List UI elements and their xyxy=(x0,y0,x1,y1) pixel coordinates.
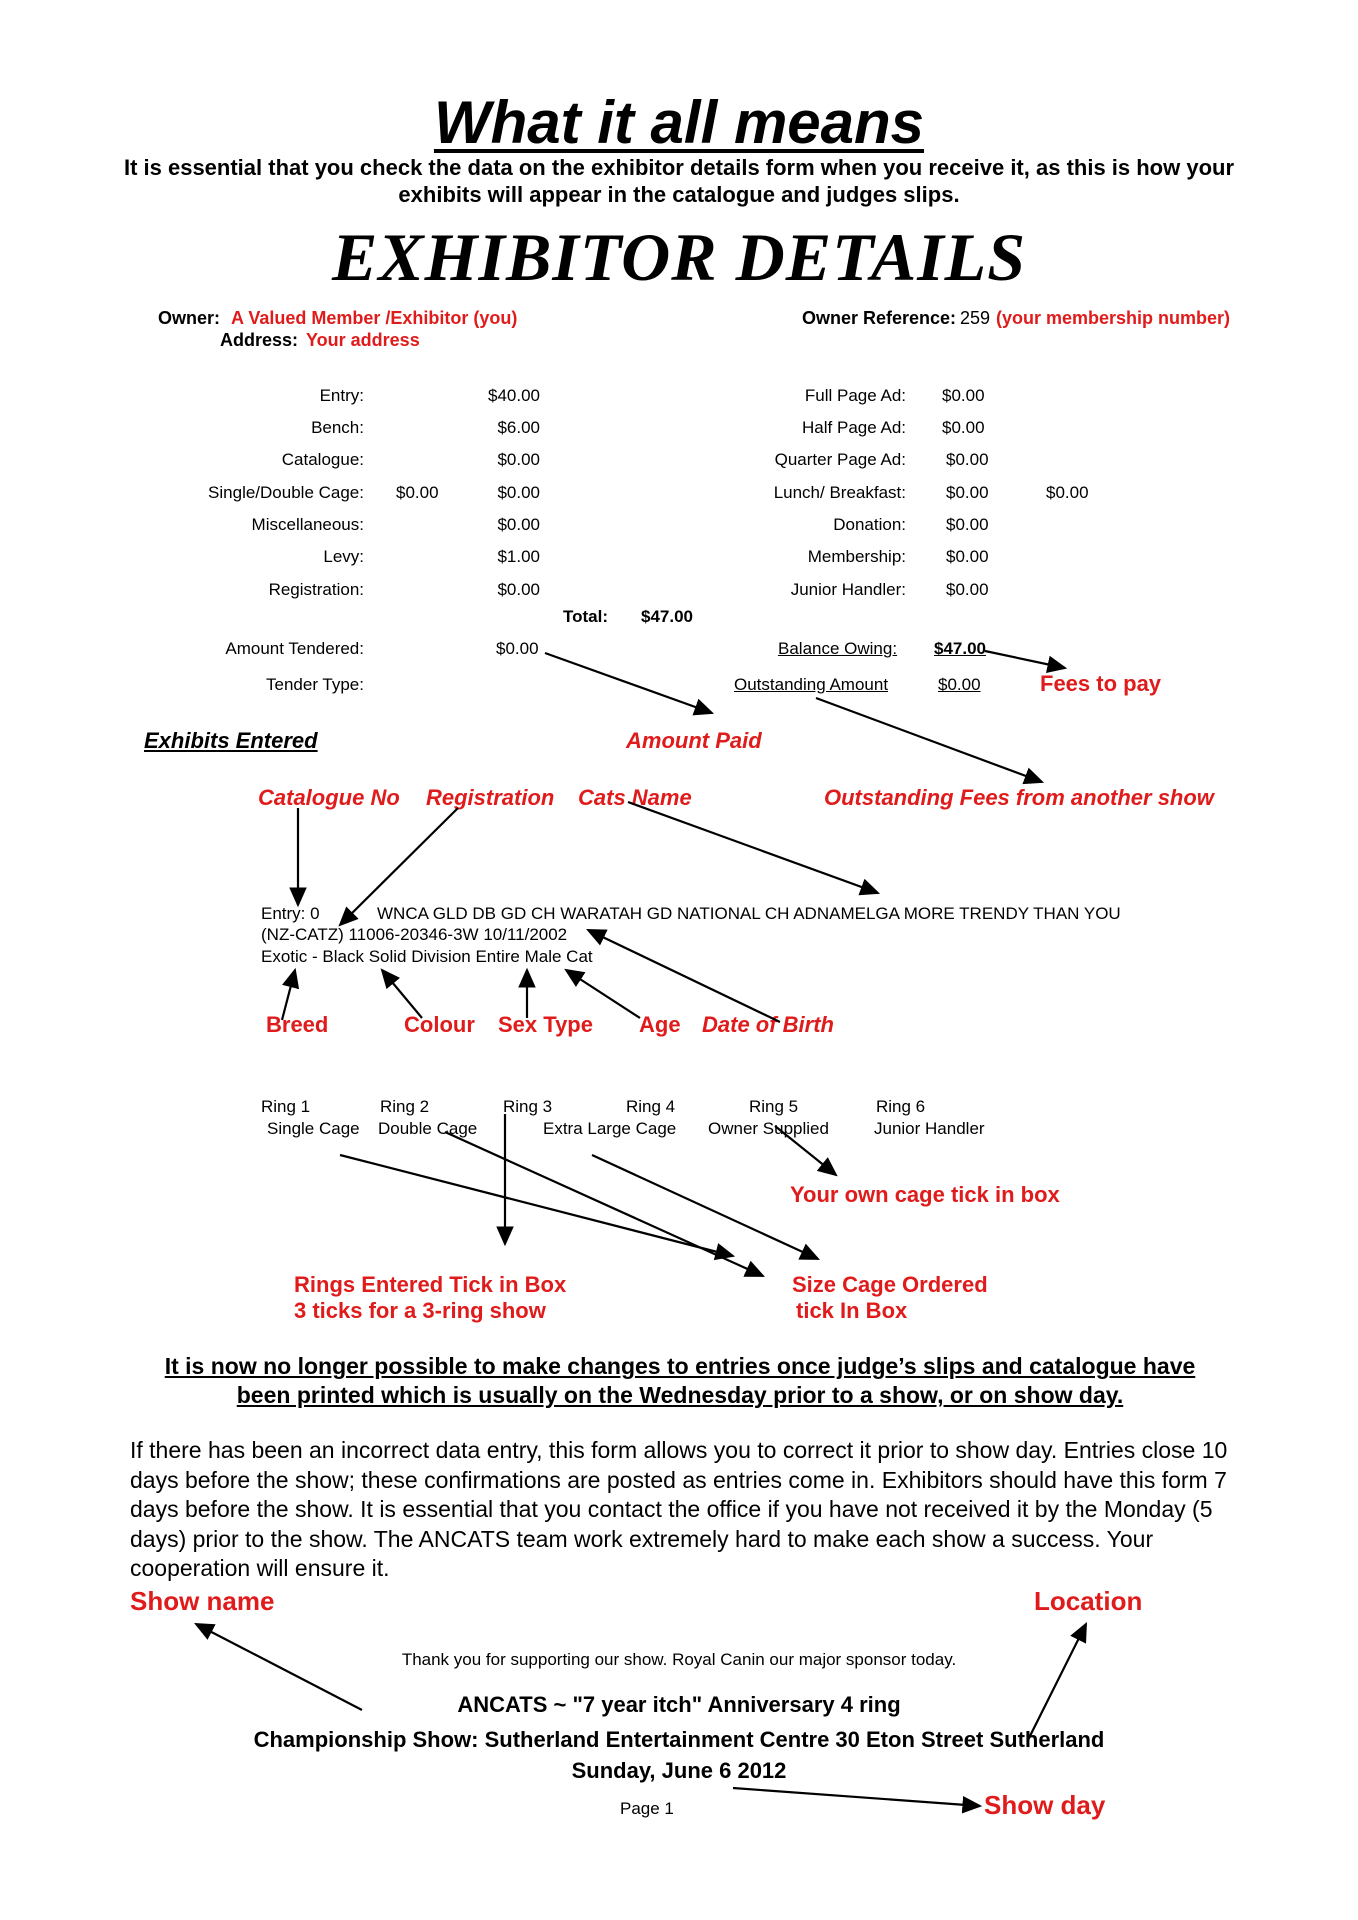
outstanding-amount-label: Outstanding Amount xyxy=(734,675,889,694)
arrow-amount-paid xyxy=(545,653,712,713)
registration-label: Registration xyxy=(426,785,555,810)
ring-label: Ring 3 xyxy=(503,1097,553,1116)
outstanding-fees-label: Outstanding Fees from another show xyxy=(824,785,1214,810)
ring-label: Ring 5 xyxy=(749,1097,799,1116)
entry-registration: (NZ-CATZ) 11006-20346-3W 10/11/2002 xyxy=(261,925,568,944)
show-day-label: Show day xyxy=(984,1790,1106,1820)
owner-value: A Valued Member /Exhibitor (you) xyxy=(231,308,518,328)
fee-value: $6.00 xyxy=(497,418,540,437)
arrow-date-of-birth xyxy=(588,930,780,1022)
intro-text: It is essential that you check the data on the exhibitor details form when you receive it, as this is how your exhibits will appear in the catalogue and judges slips. xyxy=(123,155,1235,207)
arrow-size-cage-single xyxy=(340,1155,733,1256)
fee-label: Half Page Ad: xyxy=(802,418,906,437)
fees-to-pay-label: Fees to pay xyxy=(1040,671,1162,696)
fee-label: Levy: xyxy=(323,547,364,566)
owner-reference-note: (your membership number) xyxy=(996,308,1231,328)
cage-label: Owner Supplied xyxy=(708,1119,829,1138)
fee-value: $0.00 xyxy=(942,386,985,405)
entry-breed: Exotic - Black Solid Division Entire Male Cat xyxy=(261,947,593,966)
fee-label: Membership: xyxy=(807,547,906,566)
fee-extra: $0.00 xyxy=(1046,483,1089,502)
fee-label: Entry: xyxy=(319,386,364,405)
fee-value: $0.00 xyxy=(946,580,989,599)
balance-owing-value: $47.00 xyxy=(934,639,986,658)
rings-entered-sublabel: 3 ticks for a 3-ring show xyxy=(294,1298,546,1323)
sex-type-label: Sex Type xyxy=(498,1012,593,1037)
ring-label: Ring 2 xyxy=(380,1097,430,1116)
ring-label: Ring 6 xyxy=(876,1097,926,1116)
ring-label: Ring 4 xyxy=(626,1097,676,1116)
fee-value: $0.00 xyxy=(946,483,989,502)
breed-label: Breed xyxy=(266,1012,329,1037)
amount-tendered-label: Amount Tendered: xyxy=(225,639,364,658)
fee-value: $0.00 xyxy=(942,418,985,437)
arrow-age xyxy=(566,970,640,1018)
rings-entered-label: Rings Entered Tick in Box xyxy=(294,1272,567,1297)
catalogue-no-label: Catalogue No xyxy=(258,785,400,810)
fee-value: $40.00 xyxy=(488,386,540,405)
fee-label: Bench: xyxy=(311,418,364,437)
fee-value: $0.00 xyxy=(946,547,989,566)
total-label: Total: xyxy=(563,607,609,626)
amount-tendered-value: $0.00 xyxy=(496,639,539,658)
arrow-outstanding-fees xyxy=(816,698,1042,782)
page-title: What it all means xyxy=(433,89,925,156)
info-paragraph: If there has been an incorrect data entry, this form allows you to correct it prior to show day. Entries close 10 days before the show; these confirmations are posted as entries come in. Exhibitors should have this form 7 days before the show. It is essential that you contact the office if you have not received it by the Monday (5 days) prior to the show. The ANCATS team work extremely hard to make each show a success. Your cooperation will ensure it. xyxy=(130,1437,1228,1581)
arrow-fees-to-pay xyxy=(985,651,1065,668)
colour-label: Colour xyxy=(404,1012,475,1037)
fee-label: Miscellaneous: xyxy=(251,515,364,534)
changes-notice: It is now no longer possible to make changes to entries once judge’s slips and catalogue have been printed which is usually on the Wednesday prior to a show, or on show day. xyxy=(164,1353,1196,1408)
balance-owing-label: Balance Owing: xyxy=(778,639,898,658)
owner-reference-label: Owner Reference: xyxy=(802,308,957,328)
owner-label: Owner: xyxy=(158,308,221,328)
own-cage-label: Your own cage tick in box xyxy=(790,1182,1060,1207)
location-label: Location xyxy=(1034,1586,1143,1616)
fee-extra: $0.00 xyxy=(396,483,439,502)
entry-cat-name: WNCA GLD DB GD CH WARATAH GD NATIONAL CH ADNAMELGA MORE TRENDY THAN YOU xyxy=(377,904,1121,923)
amount-paid-label: Amount Paid xyxy=(626,728,762,753)
address-value: Your address xyxy=(306,330,420,350)
outstanding-amount-value: $0.00 xyxy=(938,675,981,694)
arrow-show-day xyxy=(733,1788,980,1806)
fee-label: Junior Handler: xyxy=(790,580,906,599)
fee-label: Registration: xyxy=(268,580,364,599)
show-title-line2: Championship Show: Sutherland Entertainment Centre 30 Eton Street Sutherland xyxy=(253,1727,1105,1752)
show-date: Sunday, June 6 2012 xyxy=(571,1758,787,1783)
arrow-cats-name xyxy=(628,802,878,893)
fee-label: Full Page Ad: xyxy=(804,386,906,405)
size-cage-label: Size Cage Ordered xyxy=(792,1272,988,1297)
cage-label: Junior Handler xyxy=(874,1119,985,1138)
fee-label: Lunch/ Breakfast: xyxy=(773,483,906,502)
owner-reference-value: 259 xyxy=(960,308,991,328)
cage-label: Extra Large Cage xyxy=(543,1119,677,1138)
ring-label: Ring 1 xyxy=(261,1097,311,1116)
fee-value: $0.00 xyxy=(497,515,540,534)
date-of-birth-label: Date of Birth xyxy=(702,1012,834,1037)
fee-value: $1.00 xyxy=(497,547,540,566)
entry-number: Entry: 0 xyxy=(261,904,320,923)
fee-label: Single/Double Cage: xyxy=(208,483,364,502)
page-number: Page 1 xyxy=(620,1799,674,1818)
fee-value: $0.00 xyxy=(497,483,540,502)
cage-label: Double Cage xyxy=(378,1119,478,1138)
total-value: $47.00 xyxy=(641,607,693,626)
show-name-label: Show name xyxy=(130,1586,275,1616)
fee-value: $0.00 xyxy=(497,450,540,469)
cage-label: Single Cage xyxy=(267,1119,360,1138)
cats-name-label: Cats Name xyxy=(578,785,692,810)
fee-value: $0.00 xyxy=(946,450,989,469)
form-title: EXHIBITOR DETAILS xyxy=(331,219,1027,295)
fee-value: $0.00 xyxy=(497,580,540,599)
thanks-text: Thank you for supporting our show. Royal Canin our major sponsor today. xyxy=(401,1650,957,1669)
show-title-line1: ANCATS ~ "7 year itch" Anniversary 4 ring xyxy=(457,1692,901,1717)
address-label: Address: xyxy=(220,330,299,350)
size-cage-sublabel: tick In Box xyxy=(796,1298,908,1323)
tender-type-label: Tender Type: xyxy=(266,675,364,694)
arrow-size-cage-xl xyxy=(592,1155,818,1259)
fee-label: Quarter Page Ad: xyxy=(774,450,906,469)
arrow-size-cage-double xyxy=(445,1132,763,1276)
exhibits-entered-heading: Exhibits Entered xyxy=(144,728,318,753)
fee-label: Catalogue: xyxy=(281,450,364,469)
arrow-colour xyxy=(382,970,422,1018)
age-label: Age xyxy=(639,1012,681,1037)
arrow-location xyxy=(1028,1624,1086,1740)
fee-label: Donation: xyxy=(833,515,906,534)
fee-value: $0.00 xyxy=(946,515,989,534)
